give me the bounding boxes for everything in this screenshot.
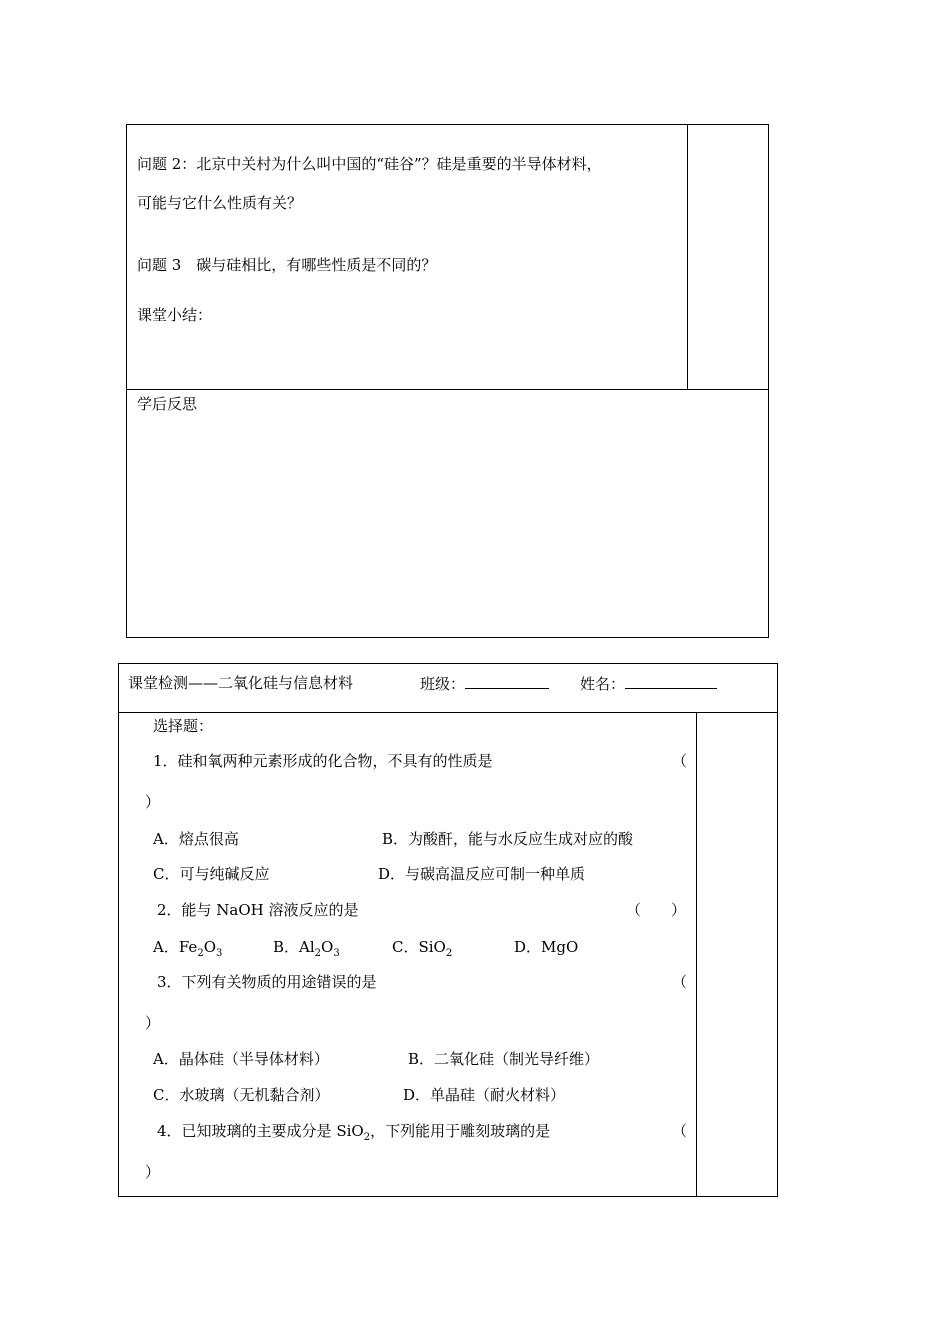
quiz-title: 课堂检测——二氧化硅与信息材料	[128, 674, 354, 692]
question-1-stem: 1．硅和氧两种元素形成的化合物，不具有的性质是	[153, 752, 493, 770]
question-4-stem: 4．已知玻璃的主要成分是 SiO$_2$，下列能用于雕刻玻璃的是	[157, 1122, 551, 1143]
quiz-table-divider	[696, 712, 697, 1197]
question-2-option-a: A．$Fe_2O_3$	[153, 938, 223, 959]
question-1-paren-open: （	[672, 752, 688, 770]
question-1-option-b: B．为酸酐，能与水反应生成对应的酸	[382, 830, 634, 848]
question-4-paren-close: ）	[145, 1163, 161, 1181]
question-3-stem: 3．下列有关物质的用途错误的是	[157, 973, 377, 991]
question-2-line-2: 可能与它什么性质有关？	[137, 194, 303, 212]
section-label: 选择题：	[153, 717, 214, 735]
name-label: 姓名：	[580, 675, 626, 693]
class-field	[420, 674, 549, 693]
question-2-stem: 2．能与 NaOH 溶液反应的是	[157, 901, 359, 919]
question-3-paren-open: （	[672, 973, 688, 991]
class-blank	[465, 674, 549, 689]
class-label: 班级：	[420, 675, 466, 693]
question-2-paren: （ ）	[626, 901, 687, 919]
question-1-option-a: A．熔点很高	[153, 830, 239, 848]
question-2-option-d: D．MgO	[514, 938, 579, 956]
reflection-separator	[126, 389, 769, 390]
question-2-option-c: C．SiO$_2$	[392, 938, 453, 959]
question-3-option-b: B．二氧化硅（制光导纤维）	[408, 1050, 600, 1068]
name-field	[580, 674, 717, 693]
question-3: 问题 3 碳与硅相比，有哪些性质是不同的？	[137, 256, 437, 274]
question-3-option-d: D．单晶硅（耐火材料）	[403, 1086, 566, 1104]
name-blank	[625, 674, 717, 689]
class-summary-label: 课堂小结：	[137, 306, 213, 324]
question-2-line-1: 问题 2：北京中关村为什么叫中国的“硅谷”？硅是重要的半导体材料，	[137, 155, 602, 173]
question-1-option-c: C．可与纯碱反应	[153, 865, 270, 883]
quiz-header-separator	[118, 712, 778, 713]
question-3-option-a: A．晶体硅（半导体材料）	[153, 1050, 329, 1068]
question-2-option-b: B．$Al_2O_3$	[273, 938, 340, 959]
question-1-option-d: D．与碳高温反应可制一种单质	[378, 865, 586, 883]
question-4-paren-open: （	[672, 1122, 688, 1140]
question-1-paren-close: ）	[145, 793, 161, 811]
quiz-table	[118, 663, 778, 1197]
question-3-option-c: C．水玻璃（无机黏合剂）	[153, 1086, 330, 1104]
discussion-table-divider	[687, 124, 688, 389]
reflection-label: 学后反思	[137, 395, 198, 413]
question-3-paren-close: ）	[145, 1014, 161, 1032]
